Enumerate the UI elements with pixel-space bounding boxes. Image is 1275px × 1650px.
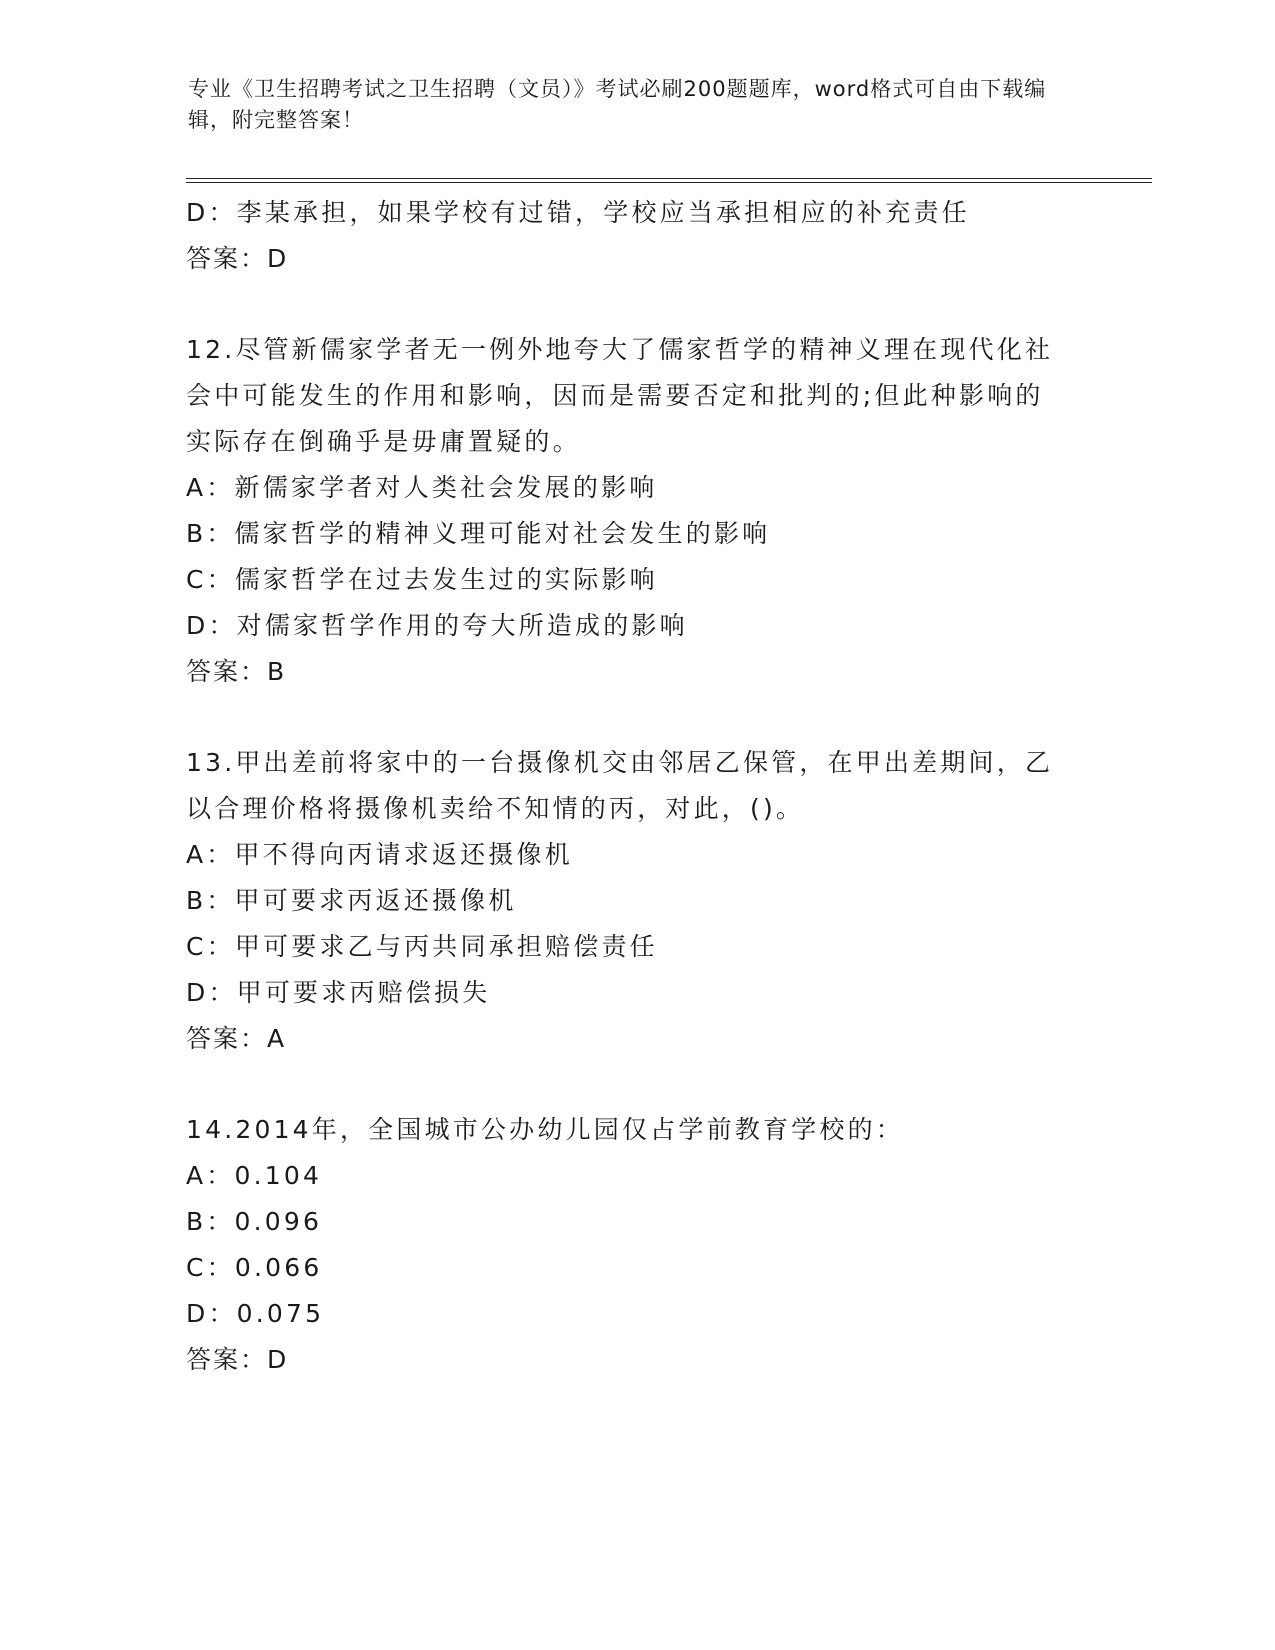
- question-13: [186, 740, 1086, 1062]
- prev-option-d: D：李某承担，如果学校有过错，学校应当承担相应的补充责任: [186, 198, 970, 227]
- option-d: D：甲可要求丙赔偿损失: [186, 978, 491, 1007]
- option-d: D：对儒家哲学作用的夸大所造成的影响: [186, 611, 688, 640]
- header-divider: [186, 178, 1152, 183]
- option-c: C：儒家哲学在过去发生过的实际影响: [186, 565, 658, 594]
- option-c: C：甲可要求乙与丙共同承担赔偿责任: [186, 932, 658, 961]
- option-b: B：儒家哲学的精神义理可能对社会发生的影响: [186, 519, 771, 548]
- option-a: A：0.104: [186, 1161, 323, 1190]
- option-c: C：0.066: [186, 1253, 323, 1282]
- question-stem-line: 14.2014年，全国城市公办幼儿园仅占学前教育学校的：: [186, 1115, 904, 1144]
- prev-answer: 答案：D: [186, 244, 289, 273]
- question-stem-line: 以合理价格将摄像机卖给不知情的丙，对此，()。: [186, 794, 805, 823]
- question-content: [186, 190, 1086, 1383]
- option-d: D：0.075: [186, 1299, 325, 1328]
- answer: 答案：A: [186, 1024, 287, 1053]
- answer: 答案：B: [186, 657, 287, 686]
- spacer: [186, 695, 1086, 740]
- question-14: [186, 1107, 1086, 1383]
- question-stem-line: 13.甲出差前将家中的一台摄像机交由邻居乙保管，在甲出差期间，乙: [186, 748, 1054, 777]
- spacer: [186, 282, 1086, 327]
- page-header-title: 专业《卫生招聘考试之卫生招聘（文员）》考试必刷200题题库，word格式可自由下载编辑，附完整答案！: [188, 77, 1047, 132]
- option-a: A：新儒家学者对人类社会发展的影响: [186, 473, 658, 502]
- question-stem-line: 12.尽管新儒家学者无一例外地夸大了儒家哲学的精神义理在现代化社: [186, 335, 1054, 364]
- option-b: B：甲可要求丙返还摄像机: [186, 886, 517, 915]
- option-b: B：0.096: [186, 1207, 323, 1236]
- question-12: [186, 327, 1086, 695]
- answer: 答案：D: [186, 1345, 289, 1374]
- spacer: [186, 1062, 1086, 1107]
- question-stem-line: 实际存在倒确乎是毋庸置疑的。: [186, 427, 581, 456]
- question-stem-line: 会中可能发生的作用和影响，因而是需要否定和批判的;但此种影响的: [186, 381, 1044, 410]
- option-a: A：甲不得向丙请求返还摄像机: [186, 840, 573, 869]
